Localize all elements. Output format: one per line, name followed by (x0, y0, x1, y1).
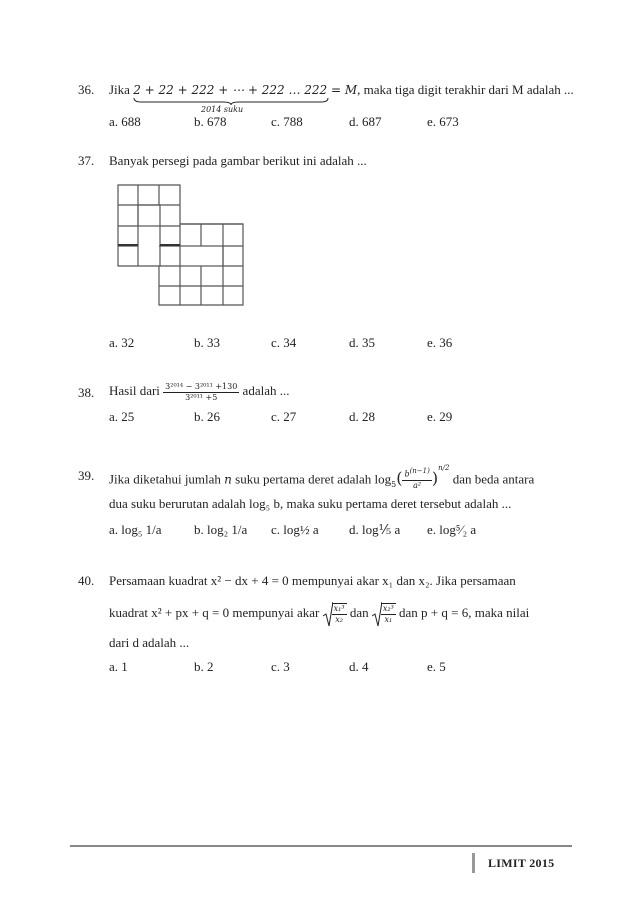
footer-divider (70, 845, 572, 847)
option-c[interactable]: c. log½ a (271, 522, 319, 537)
sqrt-expression-1: $\frac{\text{x₁³}}{\text{x₂}}$ (323, 603, 347, 625)
option-a[interactable]: a. 25 (109, 409, 135, 424)
question-text: Hasil dari $\frac{\text{3²⁰¹⁴ − 3²⁰¹¹ +130}}{\text{3²⁰¹¹ +5}}$ adalah ... (109, 381, 290, 402)
options-row (109, 659, 579, 675)
option-e[interactable]: e. log⁵⁄₂ a (427, 522, 477, 537)
option-e[interactable]: e. 5 (427, 659, 446, 674)
question-text: Banyak persegi pada gambar berikut ini adalah ... (109, 153, 367, 168)
option-b[interactable]: b. log₂ 1/a (194, 522, 248, 537)
squares-figure (114, 183, 246, 311)
option-d[interactable]: d. log⅕ a (349, 522, 401, 537)
sqrt-expression-2: $\frac{\text{x₂³}}{\text{x₁}}$ (372, 603, 396, 625)
question-text-line-1: Jika diketahui jumlah n suku pertama deret adalah $\log_5$( $\frac{b^{(n-1)}}{\text{a²}}$ )$^{n/2}$ dan beda antara (109, 464, 535, 490)
question-text-line-2: kuadrat x² + px + q = 0 mempunyai akar $\frac{\text{x₁³}}{\text{x₂}}$ dan $\frac{\text{x₂³}}{\text{x₁}}$ dan p + q = 6, maka nilai (109, 603, 568, 625)
option-b[interactable]: b. 26 (194, 409, 220, 424)
option-c[interactable]: c. 27 (271, 409, 297, 424)
options-row (109, 335, 579, 351)
question-text-line-3: dari d adalah ... (109, 635, 190, 650)
option-e[interactable]: e. 29 (427, 409, 453, 424)
document-page: 36. Jika 2 + 22 + 222 + ⋯ + 222 … 222 = M , maka tiga digit terakhir dari M adalah ... 2014 suku a. 688 b. 678 c. 788 d. 687 e. 673 37. Banyak persegi pada gambar berikut ini adalah ... a. 32 b. 33 c. 34 d. 35 e. 36 38. Hasil dari $\frac{\text{3²⁰¹⁴ − 3²⁰¹¹ +130}}{\text{3²⁰¹¹ +5}}$ adalah ... a. 25 b. 26 c. 27 d. 28 e. 29 39. Jika diketahui jumlah n suku pertama deret adalah $\log_5$( $\frac{b^{(n-1)}}{\text{a²}}$ )$^{n/2}$ dan beda antara dua suku berurutan adalah log₅ b, maka suku pertama deret tersebut adalah ... a. log₅ 1/a b. log₂ 1/a c. log½ a d. log⅕ a e. log⁵⁄₂ a 40. Persamaan kuadrat x² − dx + 4 = 0 mempunyai akar x₁ dan x₂. Jika persamaan kuadrat x² + px + q = 0 mempunyai akar $\frac{\text{x₁³}}{\text{x₂}}$ dan $\frac{\text{x₂³}}{\text{x₁}}$ dan p + q = 6, maka nilai dari d adalah ... a. 1 b. 2 c. 3 d. 4 e. 5 LIMIT 2015 (0, 0, 638, 903)
underbrace-label: 2014 suku (201, 105, 244, 114)
option-d[interactable]: d. 4 (349, 659, 369, 674)
option-c[interactable]: c. 788 (271, 114, 303, 129)
option-c[interactable]: c. 34 (271, 335, 297, 350)
option-a[interactable]: a. 688 (109, 114, 141, 129)
option-b[interactable]: b. 2 (194, 659, 214, 674)
option-a[interactable]: a. 1 (109, 659, 128, 674)
question-text-line-2: dua suku berurutan adalah log₅ b, maka suku pertama deret tersebut adalah ... (109, 496, 512, 511)
option-b[interactable]: b. 33 (194, 335, 220, 350)
footer-vertical-bar (472, 853, 475, 873)
option-e[interactable]: e. 36 (427, 335, 453, 350)
option-e[interactable]: e. 673 (427, 114, 459, 129)
log-fraction: $\frac{b^{(n-1)}}{\text{a²}}$ (404, 467, 430, 490)
option-c[interactable]: c. 3 (271, 659, 290, 674)
underbrace-expression: 2 + 22 + 222 + ⋯ + 222 … 222 = M (133, 82, 357, 98)
question-text-line-1: Persamaan kuadrat x² − dx + 4 = 0 mempunyai akar x₁ dan x₂. Jika persamaan (109, 573, 516, 588)
options-row (109, 522, 579, 538)
question-number: 38. (78, 385, 95, 400)
option-a[interactable]: a. 32 (109, 335, 135, 350)
footer-label: LIMIT 2015 (488, 856, 555, 870)
radical-icon (323, 601, 333, 627)
radical-icon (372, 601, 382, 627)
options-row (109, 114, 579, 130)
option-a[interactable]: a. log₅ 1/a (109, 522, 162, 537)
question-number: 40. (78, 573, 95, 588)
question-number: 39. (78, 468, 95, 483)
options-row (109, 409, 579, 425)
option-d[interactable]: d. 35 (349, 335, 375, 350)
option-b[interactable]: b. 678 (194, 114, 227, 129)
question-number: 36. (78, 82, 95, 97)
fraction: $\frac{\text{3²⁰¹⁴ − 3²⁰¹¹ +130}}{\text{3²⁰¹¹ +5}}$ (165, 381, 238, 402)
option-d[interactable]: d. 28 (349, 409, 375, 424)
option-d[interactable]: d. 687 (349, 114, 382, 129)
question-number: 37. (78, 153, 95, 168)
